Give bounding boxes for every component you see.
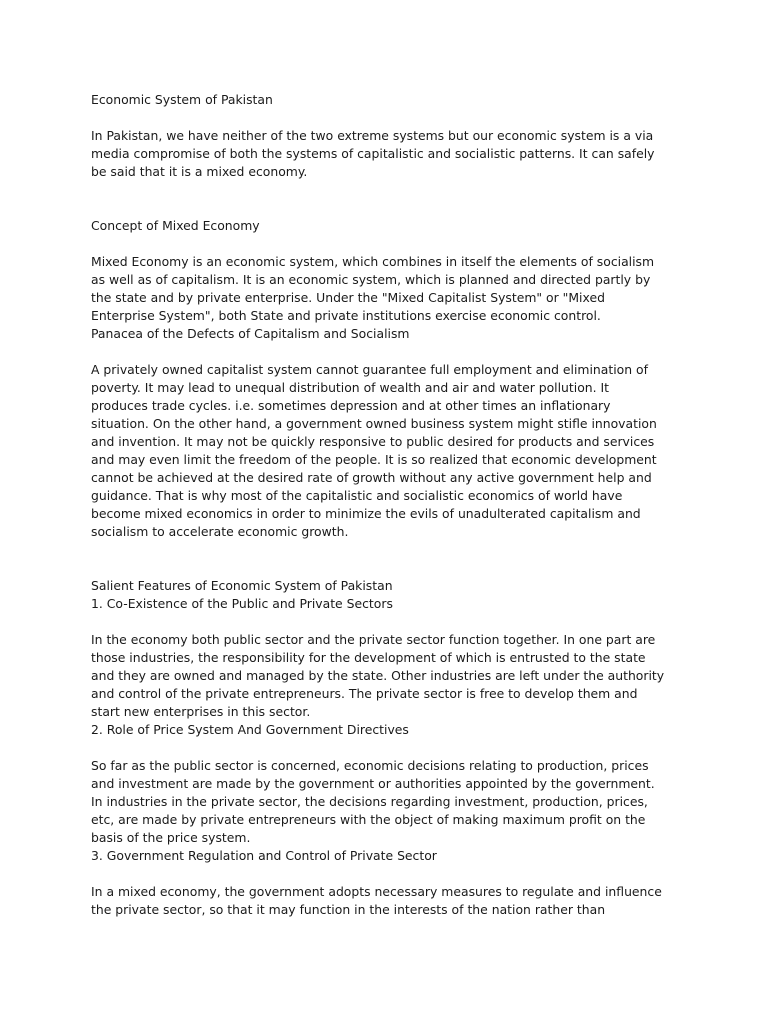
panacea-heading: Panacea of the Defects of Capitalism and Socialism <box>91 326 410 341</box>
feature1-line: those industries, the responsibility for the development of which is entrusted to the state <box>91 650 646 665</box>
concept-line: Mixed Economy is an economic system, which combines in itself the elements of socialism <box>91 254 655 269</box>
feature2-heading: 2. Role of Price System And Government Directives <box>91 722 409 737</box>
panacea-line: cannot be achieved at the desired rate of growth without any active government help and <box>91 470 652 485</box>
panacea-line: become mixed economics in order to minimize the evils of unadulterated capitalism and <box>91 506 641 521</box>
spacer <box>91 739 691 757</box>
spacer <box>91 559 691 577</box>
feature3-line: In a mixed economy, the government adopts necessary measures to regulate and influence <box>91 884 662 899</box>
spacer <box>91 181 691 199</box>
intro-line: media compromise of both the systems of capitalistic and socialistic patterns. It can safely <box>91 146 655 161</box>
panacea-line: A privately owned capitalist system cannot guarantee full employment and elimination of <box>91 362 648 377</box>
feature2-line: In industries in the private sector, the decisions regarding investment, production, prices, <box>91 794 648 809</box>
spacer <box>91 865 691 883</box>
feature1-line: and control of the private entrepreneurs. The private sector is free to develop them and <box>91 686 638 701</box>
spacer <box>91 613 691 631</box>
feature2-line: etc, are made by private entrepreneurs with the object of making maximum profit on the <box>91 812 646 827</box>
feature2-line: and investment are made by the government or authorities appointed by the government. <box>91 776 655 791</box>
panacea-line: produces trade cycles. i.e. sometimes depression and at other times an inflationary <box>91 398 611 413</box>
feature3-line: the private sector, so that it may function in the interests of the nation rather than <box>91 902 606 917</box>
spacer <box>91 109 691 127</box>
feature2-line: basis of the price system. <box>91 830 251 845</box>
feature1-heading: 1. Co-Existence of the Public and Private Sectors <box>91 596 393 611</box>
intro-line: In Pakistan, we have neither of the two extreme systems but our economic system is a via <box>91 128 654 143</box>
concept-line: Enterprise System", both State and private institutions exercise economic control. <box>91 308 601 323</box>
panacea-line: guidance. That is why most of the capitalistic and socialistic economics of world have <box>91 488 623 503</box>
panacea-line: situation. On the other hand, a government owned business system might stifle innovation <box>91 416 657 431</box>
concept-heading: Concept of Mixed Economy <box>91 218 260 233</box>
document-page <box>91 91 691 919</box>
spacer <box>91 199 691 217</box>
spacer <box>91 541 691 559</box>
feature3-heading: 3. Government Regulation and Control of Private Sector <box>91 848 437 863</box>
intro-line: be said that it is a mixed economy. <box>91 164 308 179</box>
panacea-line: and may even limit the freedom of the people. It is so realized that economic development <box>91 452 657 467</box>
concept-line: as well as of capitalism. It is an economic system, which is planned and directed partly by <box>91 272 651 287</box>
panacea-line: poverty. It may lead to unequal distribution of wealth and air and water pollution. It <box>91 380 610 395</box>
features-heading: Salient Features of Economic System of Pakistan <box>91 578 393 593</box>
concept-line: the state and by private enterprise. Under the "Mixed Capitalist System" or "Mixed <box>91 290 605 305</box>
spacer <box>91 343 691 361</box>
panacea-line: and invention. It may not be quickly responsive to public desired for products and services <box>91 434 655 449</box>
feature1-line: and they are owned and managed by the state. Other industries are left under the authority <box>91 668 665 683</box>
feature2-line: So far as the public sector is concerned, economic decisions relating to production, prices <box>91 758 649 773</box>
feature1-line: In the economy both public sector and the private sector function together. In one part are <box>91 632 656 647</box>
spacer <box>91 235 691 253</box>
panacea-line: socialism to accelerate economic growth. <box>91 524 349 539</box>
feature1-line: start new enterprises in this sector. <box>91 704 311 719</box>
document-title: Economic System of Pakistan <box>91 92 273 107</box>
